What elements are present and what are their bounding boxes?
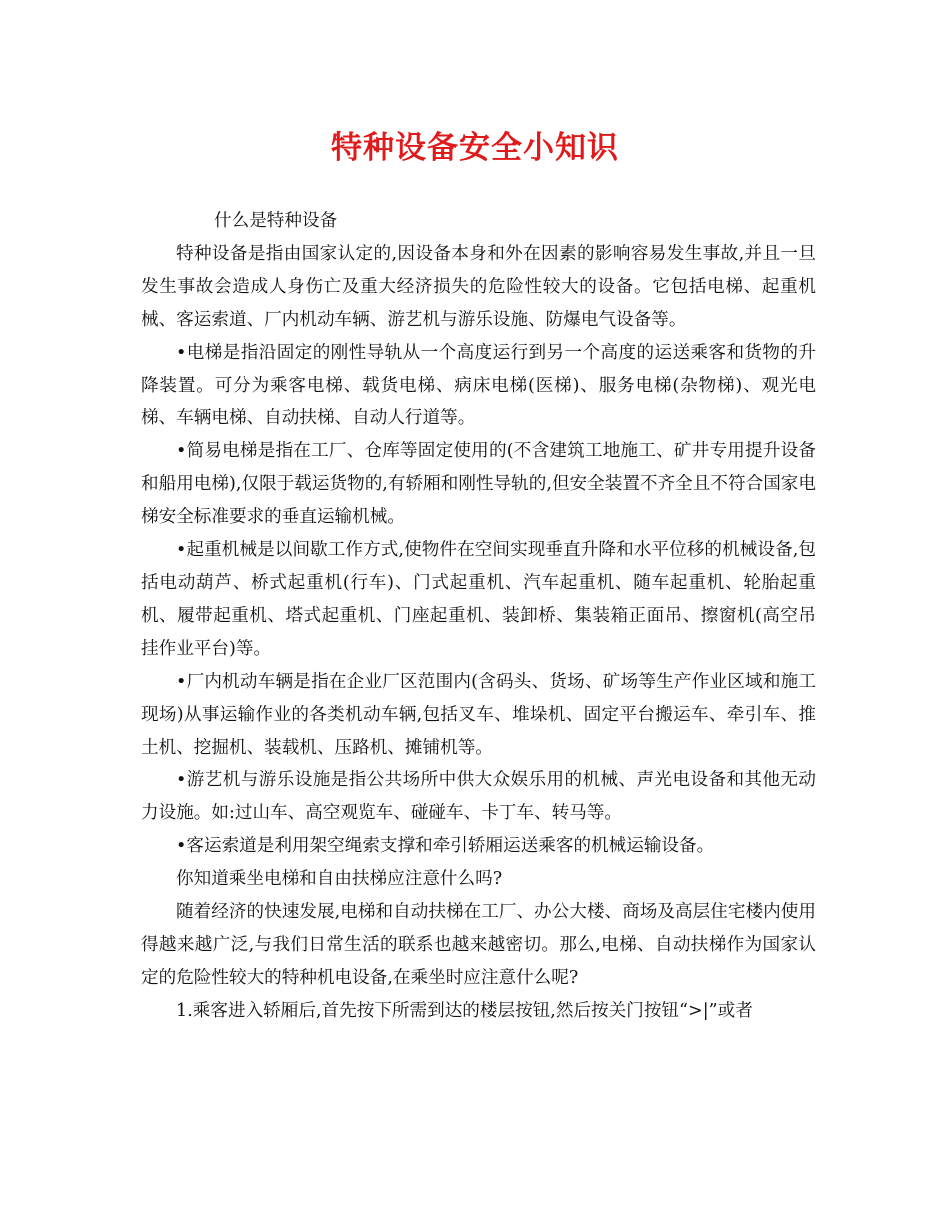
paragraph-intro: 随着经济的快速发展,电梯和自动扶梯在工厂、办公大楼、商场及高层住宅楼内使用得越来越广泛,与我们日常生活的联系也越来越密切。那么,电梯、自动扶梯作为国家认定的危险性较大的特种机电设备,在乘坐时应注意什么呢? [141,902,816,988]
paragraph-definition: 特种设备是指由国家认定的,因设备本身和外在因素的影响容易发生事故,并且一旦发生事故会造成人身伤亡及重大经济损失的危险性较大的设备。它包括电梯、起重机械、客运索道、厂内机动车辆、游艺机与游乐设施、防爆电气设备等。 [141,243,816,330]
question-heading: 你知道乘坐电梯和自由扶梯应注意什么吗? [176,869,503,890]
bullet-passenger-ropeway: •客运索道是利用架空绳索支撑和牵引轿厢运送乘客的机械运输设备。 [176,836,715,857]
document-body [141,205,816,1028]
bullet-simple-elevator: •简易电梯是指在工厂、仓库等固定使用的(不含建筑工地施工、矿井专用提升设备和船用电梯),仅限于载运货物的,有轿厢和刚性导轨的,但安全装置不齐全且不符合国家电梯安全标准要求的垂直运输机械。 [141,441,816,528]
bullet-amusement-rides: •游艺机与游乐设施是指公共场所中供大众娱乐用的机械、声光电设备和其他无动力设施。如:过山车、高空观览车、碰碰车、卡丁车、转马等。 [141,770,816,824]
bullet-lifting-machinery: •起重机械是以间歇工作方式,使物件在空间实现垂直升降和水平位移的机械设备,包括电动葫芦、桥式起重机(行车)、门式起重机、汽车起重机、随车起重机、轮胎起重机、履带起重机、塔式起重机、门座起重机、装卸桥、集装箱正面吊、擦窗机(高空吊挂作业平台)等。 [141,540,816,659]
bullet-factory-vehicles: •厂内机动车辆是指在企业厂区范围内(含码头、货场、矿场等生产作业区域和施工现场)从事运输作业的各类机动车辆,包括叉车、堆垛机、固定平台搬运车、牵引车、推土机、挖掘机、装载机、压路机、摊铺机等。 [141,671,816,758]
section-heading: 什么是特种设备 [214,211,338,231]
document-title: 特种设备安全小知识 [331,130,619,166]
list-item-1: 1.乘客进入轿厢后,首先按下所需到达的楼层按钮,然后按关门按钮“>|”或者 [176,1000,753,1021]
bullet-elevator: •电梯是指沿固定的刚性导轨从一个高度运行到另一个高度的运送乘客和货物的升降装置。可分为乘客电梯、载货电梯、病床电梯(医梯)、服务电梯(杂物梯)、观光电梯、车辆电梯、自动扶梯、自动人行道等。 [141,342,816,429]
